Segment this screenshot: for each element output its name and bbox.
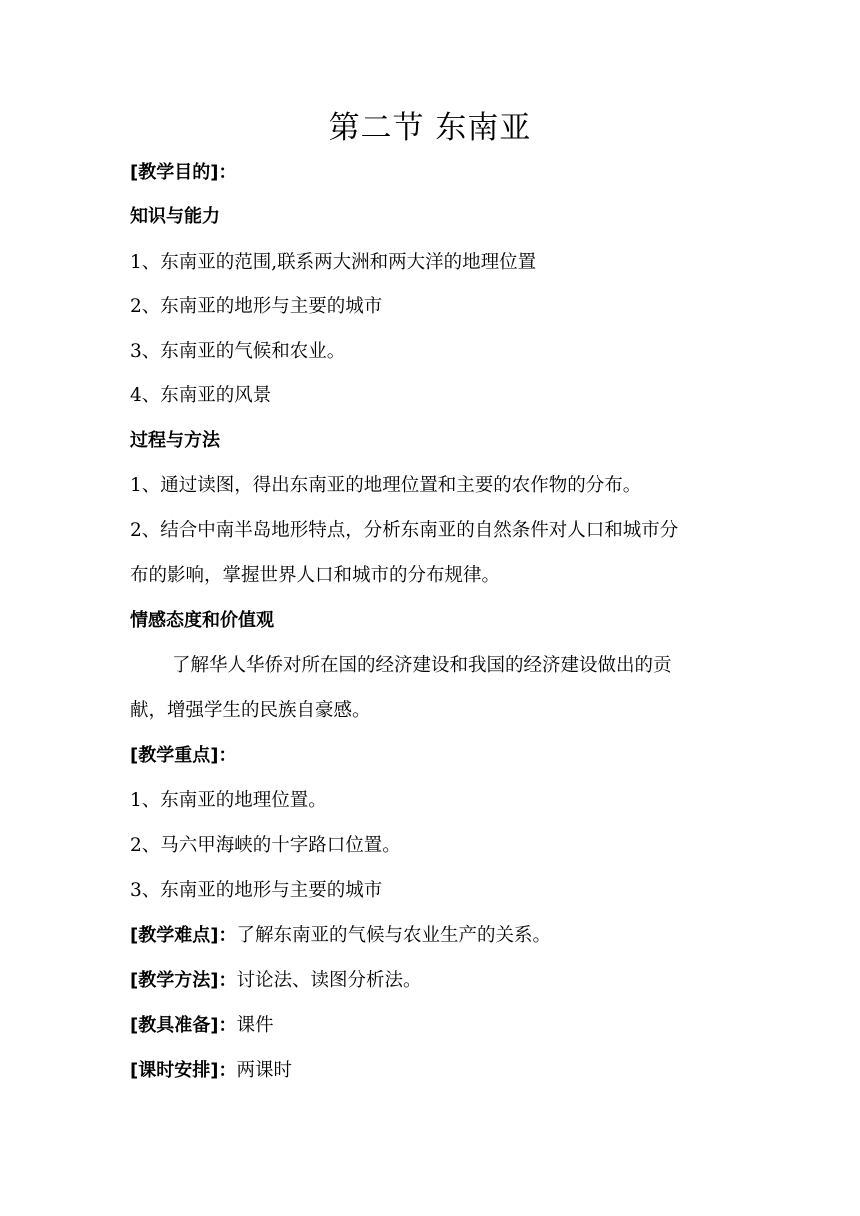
knowledge-item-1: 1、东南亚的范围,联系两大洲和两大洋的地理位置: [130, 252, 537, 273]
tools-text: 课件: [236, 1015, 274, 1036]
key-point-2: 2、马六甲海峡的十字路口位置。: [130, 835, 401, 856]
key-points-heading: [教学重点]：: [130, 745, 237, 766]
knowledge-item-2: 2、东南亚的地形与主要的城市: [130, 296, 383, 317]
method-text: 讨论法、读图分析法。: [236, 970, 422, 991]
method-label: [教学方法]：: [130, 970, 237, 991]
attitude-line-1: 了解华人华侨对所在国的经济建设和我国的经济建设做出的贡: [172, 655, 672, 676]
attitude-line-2: 献，增强学生的民族自豪感。: [130, 700, 371, 721]
objectives-heading: [教学目的]：: [130, 162, 237, 183]
process-item-1: 1、通过读图，得出东南亚的地理位置和主要的农作物的分布。: [130, 475, 642, 496]
key-point-3: 3、东南亚的地形与主要的城市: [130, 880, 383, 901]
method-row: [130, 966, 740, 996]
difficulty-label: [教学难点]：: [130, 925, 237, 946]
knowledge-heading: 知识与能力: [130, 206, 220, 227]
difficulty-text: 了解东南亚的气候与农业生产的关系。: [236, 925, 551, 946]
tools-row: [130, 1011, 740, 1041]
knowledge-item-3: 3、东南亚的气候和农业。: [130, 341, 346, 362]
knowledge-item-4: 4、东南亚的风景: [130, 385, 272, 406]
schedule-text: 两课时: [236, 1060, 292, 1081]
tools-label: [教具准备]：: [130, 1015, 237, 1036]
key-point-1: 1、东南亚的地理位置。: [130, 790, 327, 811]
difficulty-row: [130, 921, 740, 951]
process-heading: 过程与方法: [130, 430, 220, 451]
schedule-row: [130, 1056, 740, 1086]
attitude-heading: 情感态度和价值观: [130, 610, 274, 631]
page-title: 第二节 东南亚: [328, 110, 532, 146]
process-item-2: 2、结合中南半岛地形特点，分析东南亚的自然条件对人口和城市分: [130, 520, 679, 541]
process-item-2-cont: 布的影响，掌握世界人口和城市的分布规律。: [130, 565, 501, 586]
schedule-label: [课时安排]：: [130, 1060, 237, 1081]
